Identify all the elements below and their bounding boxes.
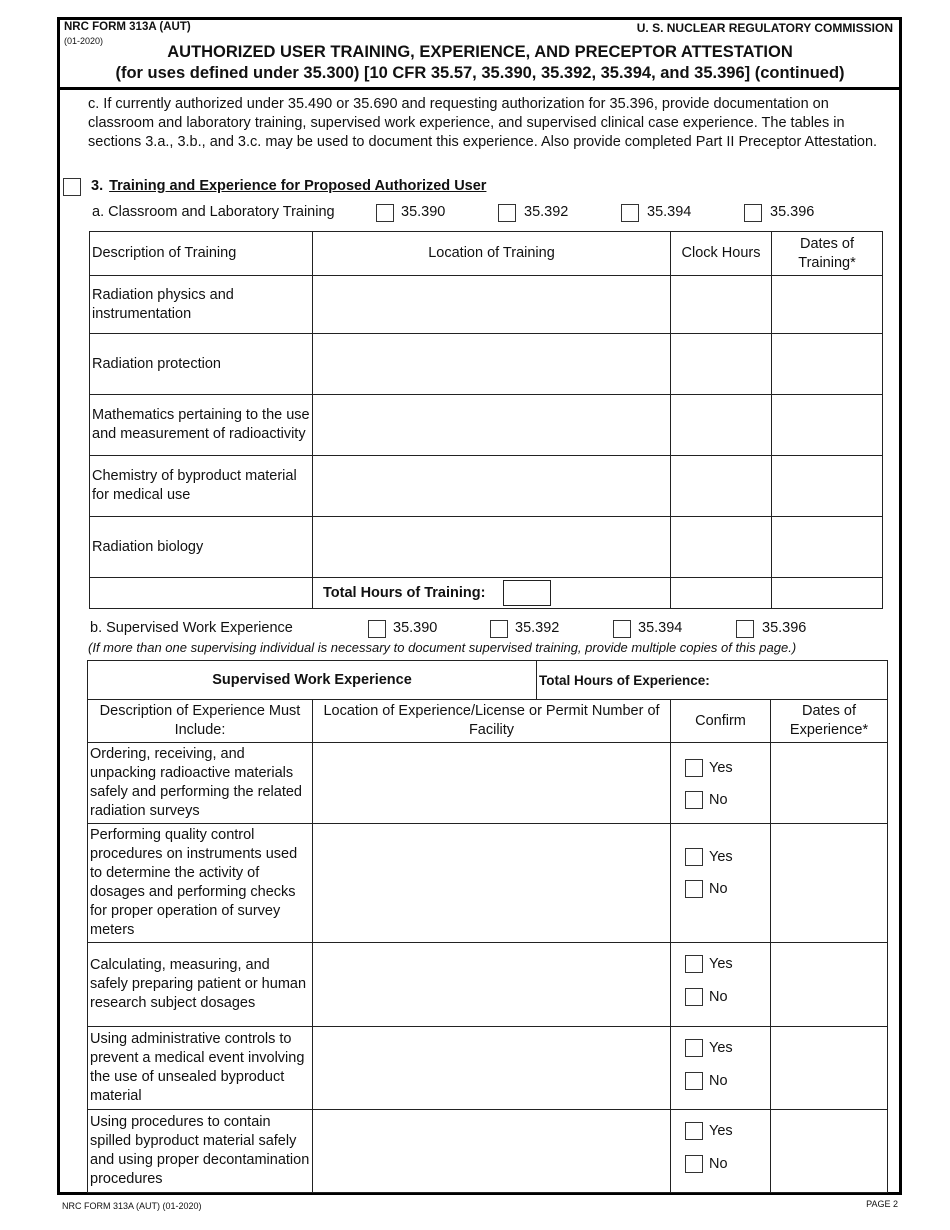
table-row <box>90 456 883 517</box>
training-description: Radiation protection <box>90 334 313 395</box>
yes-checkbox[interactable] <box>685 848 703 866</box>
yes-option[interactable] <box>685 759 733 778</box>
header-dates: Dates of Experience* <box>771 700 888 743</box>
experience-description: Calculating, measuring, and safely preparing patient or human research subject dosages <box>88 943 313 1027</box>
section-b-label: b. Supervised Work Experience <box>90 620 293 636</box>
experience-description: Using administrative controls to prevent a medical event involving the use of unsealed byproduct material <box>88 1027 313 1110</box>
form-title-line1: AUTHORIZED USER TRAINING, EXPERIENCE, AND PRECEPTOR ATTESTATION <box>167 43 793 61</box>
training-dates-field[interactable] <box>772 334 883 395</box>
training-location-field[interactable] <box>313 456 671 517</box>
table-row <box>88 943 888 1027</box>
yes-checkbox[interactable] <box>685 1039 703 1057</box>
training-description: Radiation biology <box>90 517 313 578</box>
section-a-option-label: 35.390 <box>401 204 446 220</box>
confirm-cell <box>671 824 771 943</box>
experience-description: Using procedures to contain spilled byproduct material safely and using proper decontamination procedures <box>88 1110 313 1193</box>
section-b-checkbox-35390[interactable] <box>368 620 386 638</box>
experience-location-field[interactable] <box>313 1027 671 1110</box>
section3-title: Training and Experience for Proposed Authorized User <box>109 178 487 194</box>
yes-label: Yes <box>709 956 733 972</box>
section-b-option-label: 35.390 <box>393 620 438 636</box>
experience-dates-field[interactable] <box>771 1110 888 1193</box>
form-revision: (01-2020) <box>64 36 104 46</box>
header-divider <box>60 87 900 90</box>
footer-form-ref: NRC FORM 313A (AUT) (01-2020) <box>62 1201 202 1211</box>
section-a-option-label: 35.396 <box>770 204 815 220</box>
experience-title-row <box>88 661 888 700</box>
form-title-line2: (for uses defined under 35.300) [10 CFR 35.57, 35.390, 35.392, 35.394, and 35.396] (continued) <box>115 64 845 82</box>
header-clock-hours: Clock Hours <box>671 232 772 276</box>
no-checkbox[interactable] <box>685 1155 703 1173</box>
table-row <box>88 1027 888 1110</box>
training-dates-field[interactable] <box>772 517 883 578</box>
training-total-row <box>90 578 883 609</box>
training-location-field[interactable] <box>313 276 671 334</box>
yes-label: Yes <box>709 1123 733 1139</box>
experience-dates-field[interactable] <box>771 824 888 943</box>
section-b-option-label: 35.394 <box>638 620 683 636</box>
section3-heading <box>91 178 486 194</box>
experience-dates-field[interactable] <box>771 1027 888 1110</box>
header-description: Description of Training <box>90 232 313 276</box>
training-hours-field[interactable] <box>671 456 772 517</box>
experience-location-field[interactable] <box>313 1110 671 1193</box>
header-location: Location of Experience/License or Permit Number of Facility <box>313 700 671 743</box>
no-label: No <box>709 1156 728 1172</box>
confirm-cell <box>671 743 771 824</box>
table-row <box>90 395 883 456</box>
no-label: No <box>709 881 728 897</box>
section-b-option-label: 35.396 <box>762 620 807 636</box>
experience-total-label: Total Hours of Experience: <box>539 672 710 688</box>
section-a-checkbox-35396[interactable] <box>744 204 762 222</box>
yes-option[interactable] <box>685 848 733 867</box>
section-a-checkbox-35390[interactable] <box>376 204 394 222</box>
no-option[interactable] <box>685 880 728 899</box>
no-checkbox[interactable] <box>685 1072 703 1090</box>
training-total-input[interactable] <box>503 580 551 606</box>
header-dates: Dates of Training* <box>772 232 883 276</box>
experience-total-cell[interactable] <box>537 661 888 700</box>
confirm-cell <box>671 1110 771 1193</box>
section-a-option-label: 35.394 <box>647 204 692 220</box>
table-row <box>90 517 883 578</box>
form-title <box>60 42 900 84</box>
training-total-label: Total Hours of Training: <box>323 584 486 601</box>
no-label: No <box>709 989 728 1005</box>
training-hours-field[interactable] <box>671 517 772 578</box>
training-table <box>89 231 883 609</box>
header-location: Location of Training <box>313 232 671 276</box>
training-description: Radiation physics and instrumentation <box>90 276 313 334</box>
training-hours-field[interactable] <box>671 395 772 456</box>
table-row <box>90 276 883 334</box>
no-option[interactable] <box>685 791 728 810</box>
header-description: Description of Experience Must Include: <box>88 700 313 743</box>
section-b-note: (If more than one supervising individual is necessary to document supervised training, provide multiple copies of this page.) <box>88 640 797 655</box>
form-number: NRC FORM 313A (AUT) <box>64 21 191 33</box>
agency-name: U. S. NUCLEAR REGULATORY COMMISSION <box>636 21 893 35</box>
section-b-checkbox-35392[interactable] <box>490 620 508 638</box>
experience-location-field[interactable] <box>313 743 671 824</box>
table-row <box>88 1110 888 1193</box>
yes-checkbox[interactable] <box>685 955 703 973</box>
confirm-cell <box>671 943 771 1027</box>
no-option[interactable] <box>685 1155 728 1174</box>
training-hours-field[interactable] <box>671 276 772 334</box>
training-dates-field[interactable] <box>772 395 883 456</box>
no-checkbox[interactable] <box>685 988 703 1006</box>
section-a-option-label: 35.392 <box>524 204 569 220</box>
no-option[interactable] <box>685 1072 728 1091</box>
experience-description: Performing quality control procedures on instruments used to determine the activity of dosages and performing checks for proper operation of survey meters <box>88 824 313 943</box>
section-a-label: a. Classroom and Laboratory Training <box>92 204 335 220</box>
yes-option[interactable] <box>685 1039 733 1058</box>
training-location-field[interactable] <box>313 395 671 456</box>
section-b-checkbox-35394[interactable] <box>613 620 631 638</box>
training-hours-field[interactable] <box>671 334 772 395</box>
experience-table <box>87 660 888 1193</box>
confirm-cell <box>671 1027 771 1110</box>
experience-location-field[interactable] <box>313 824 671 943</box>
section-b-option-label: 35.392 <box>515 620 560 636</box>
experience-description: Ordering, receiving, and unpacking radioactive materials safely and performing the related radiation surveys <box>88 743 313 824</box>
yes-label: Yes <box>709 849 733 865</box>
intro-paragraph: c. If currently authorized under 35.490 or 35.690 and requesting authorization for 35.396, provide documentation on classroom and laboratory training, supervised work experience, and supervised clinical case experience. The tables in sections 3.a., 3.b., and 3.c. may be used to document this experience. Also provide completed Part II Preceptor Attestation. <box>88 96 878 150</box>
training-location-field[interactable] <box>313 517 671 578</box>
no-checkbox[interactable] <box>685 791 703 809</box>
footer-page-number: PAGE 2 <box>866 1199 898 1209</box>
no-label: No <box>709 792 728 808</box>
section-b-checkbox-35396[interactable] <box>736 620 754 638</box>
yes-option[interactable] <box>685 955 733 974</box>
section3-number: 3. <box>91 178 104 194</box>
yes-option[interactable] <box>685 1122 733 1141</box>
header-confirm: Confirm <box>671 700 771 743</box>
no-label: No <box>709 1073 728 1089</box>
training-description: Mathematics pertaining to the use and measurement of radioactivity <box>90 395 313 456</box>
table-row <box>90 334 883 395</box>
training-table-header <box>90 232 883 276</box>
training-location-field[interactable] <box>313 334 671 395</box>
yes-label: Yes <box>709 1040 733 1056</box>
section3-checkbox[interactable] <box>63 178 81 196</box>
experience-dates-field[interactable] <box>771 743 888 824</box>
no-option[interactable] <box>685 988 728 1007</box>
experience-table-title: Supervised Work Experience <box>88 661 537 700</box>
section-a-checkbox-35392[interactable] <box>498 204 516 222</box>
yes-label: Yes <box>709 760 733 776</box>
training-description: Chemistry of byproduct material for medical use <box>90 456 313 517</box>
experience-table-header <box>88 700 888 743</box>
experience-dates-field[interactable] <box>771 943 888 1027</box>
training-total-cell <box>313 578 671 609</box>
section-a-checkbox-35394[interactable] <box>621 204 639 222</box>
training-dates-field[interactable] <box>772 276 883 334</box>
table-row <box>88 743 888 824</box>
no-checkbox[interactable] <box>685 880 703 898</box>
yes-checkbox[interactable] <box>685 1122 703 1140</box>
training-dates-field[interactable] <box>772 456 883 517</box>
yes-checkbox[interactable] <box>685 759 703 777</box>
experience-location-field[interactable] <box>313 943 671 1027</box>
table-row <box>88 824 888 943</box>
